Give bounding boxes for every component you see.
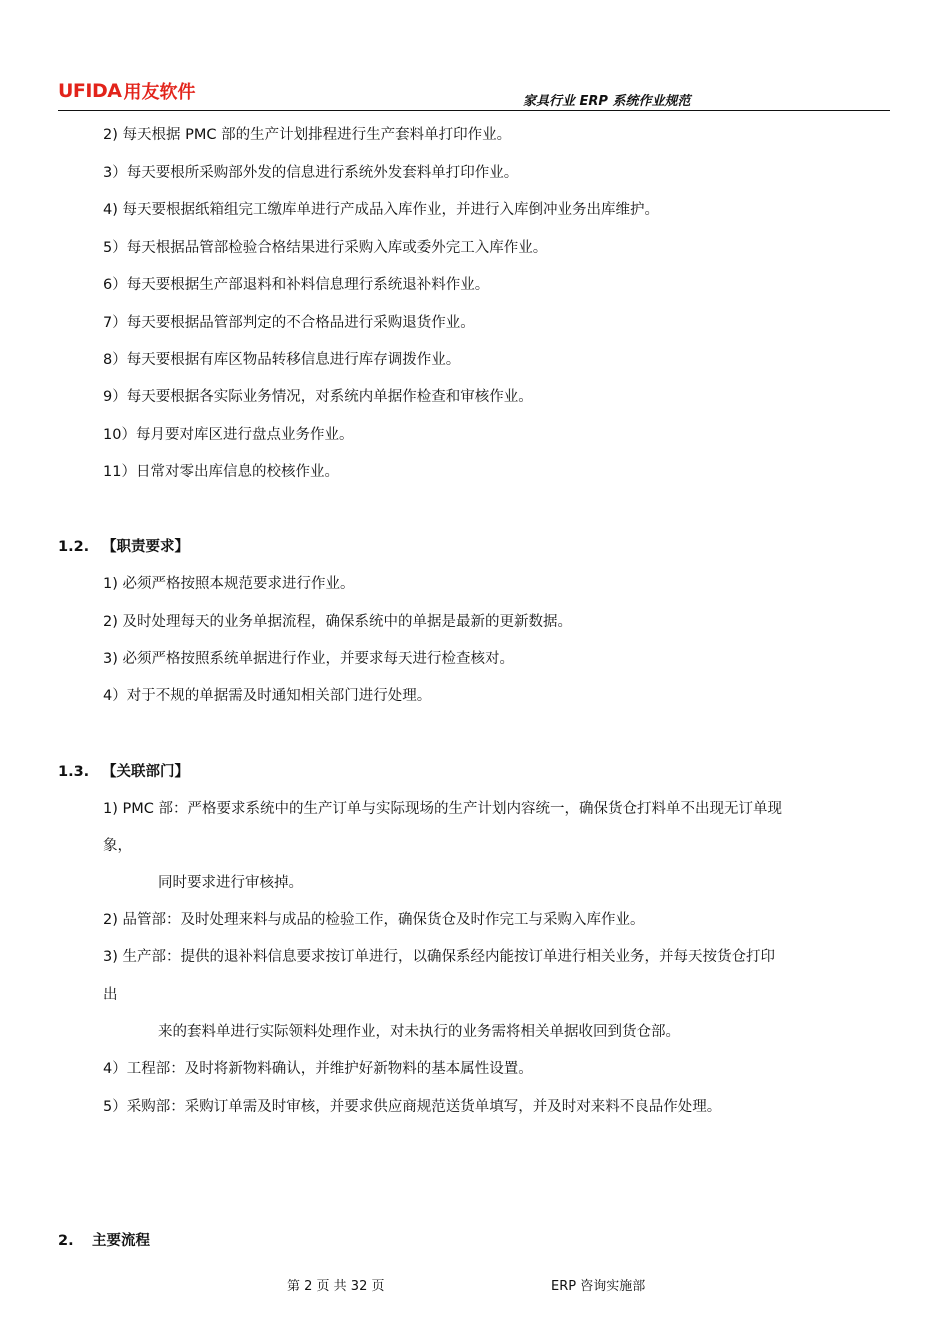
document-title: 家具行业 ERP 系统作业规范 [523,94,691,109]
ufida-logo [58,80,195,102]
duty-item: 7）每天要根据品管部判定的不合格品进行采购退货作业。 [103,315,475,331]
duty-item: 5）每天根据品管部检验合格结果进行采购入库或委外完工入库作业。 [103,240,548,256]
footer-department: ERP 咨询实施部 [551,1279,646,1294]
department-line: 出 [103,987,118,1003]
section-heading-1-3 [58,760,189,781]
section-number: 2. [58,1233,74,1249]
requirement-item: 3) 必须严格按照系统单据进行作业，并要求每天进行检查核对。 [103,651,514,667]
section-heading-2 [58,1229,150,1250]
page-number: 第 2 页 共 32 页 [287,1279,385,1294]
section-number: 1.3. [58,764,90,780]
section-title: 【关联部门】 [102,764,189,780]
department-line: 2) 品管部：及时处理来料与成品的检验工作，确保货仓及时作完工与采购入库作业。 [103,912,645,928]
department-line: 象， [103,838,132,854]
logo-chinese-name: 用友软件 [123,82,196,103]
requirement-item: 2) 及时处理每天的业务单据流程，确保系统中的单据是最新的更新数据。 [103,614,572,630]
duty-item: 10）每月要对库区进行盘点业务作业。 [103,427,354,443]
duty-item: 3）每天要根所采购部外发的信息进行系统外发套料单打印作业。 [103,165,519,181]
duty-item: 11）日常对零出库信息的校核作业。 [103,464,339,480]
department-line: 5）采购部：采购订单需及时审核，并要求供应商规范送货单填写，并及时对来料不良品作处理。 [103,1099,722,1115]
section-title: 主要流程 [92,1233,150,1249]
section-title: 【职责要求】 [102,539,189,555]
department-line: 来的套料单进行实际领料处理作业，对未执行的业务需将相关单据收回到货仓部。 [158,1024,680,1040]
requirement-item: 1) 必须严格按照本规范要求进行作业。 [103,576,355,592]
department-line: 3) 生产部：提供的退补料信息要求按订单进行，以确保系经内能按订单进行相关业务，并每天按货仓打印 [103,949,775,965]
header-divider [58,110,890,111]
department-line: 同时要求进行审核掉。 [158,875,303,891]
department-line: 1) PMC 部：严格要求系统中的生产订单与实际现场的生产计划内容统一，确保货仓打料单不出现无订单现 [103,801,782,817]
duty-item: 2) 每天根据 PMC 部的生产计划排程进行生产套料单打印作业。 [103,127,512,143]
section-heading-1-2 [58,535,189,556]
duty-item: 4) 每天要根据纸箱组完工缴库单进行产成品入库作业，并进行入库倒冲业务出库维护。 [103,202,659,218]
duty-item: 8）每天要根据有库区物品转移信息进行库存调拨作业。 [103,352,461,368]
logo-word: UFIDA [58,80,122,102]
requirement-item: 4）对于不规的单据需及时通知相关部门进行处理。 [103,688,432,704]
duty-item: 9）每天要根据各实际业务情况，对系统内单据作检查和审核作业。 [103,389,533,405]
department-line: 4）工程部：及时将新物料确认，并维护好新物料的基本属性设置。 [103,1061,533,1077]
duty-item: 6）每天要根据生产部退料和补料信息理行系统退补料作业。 [103,277,490,293]
section-number: 1.2. [58,539,90,555]
